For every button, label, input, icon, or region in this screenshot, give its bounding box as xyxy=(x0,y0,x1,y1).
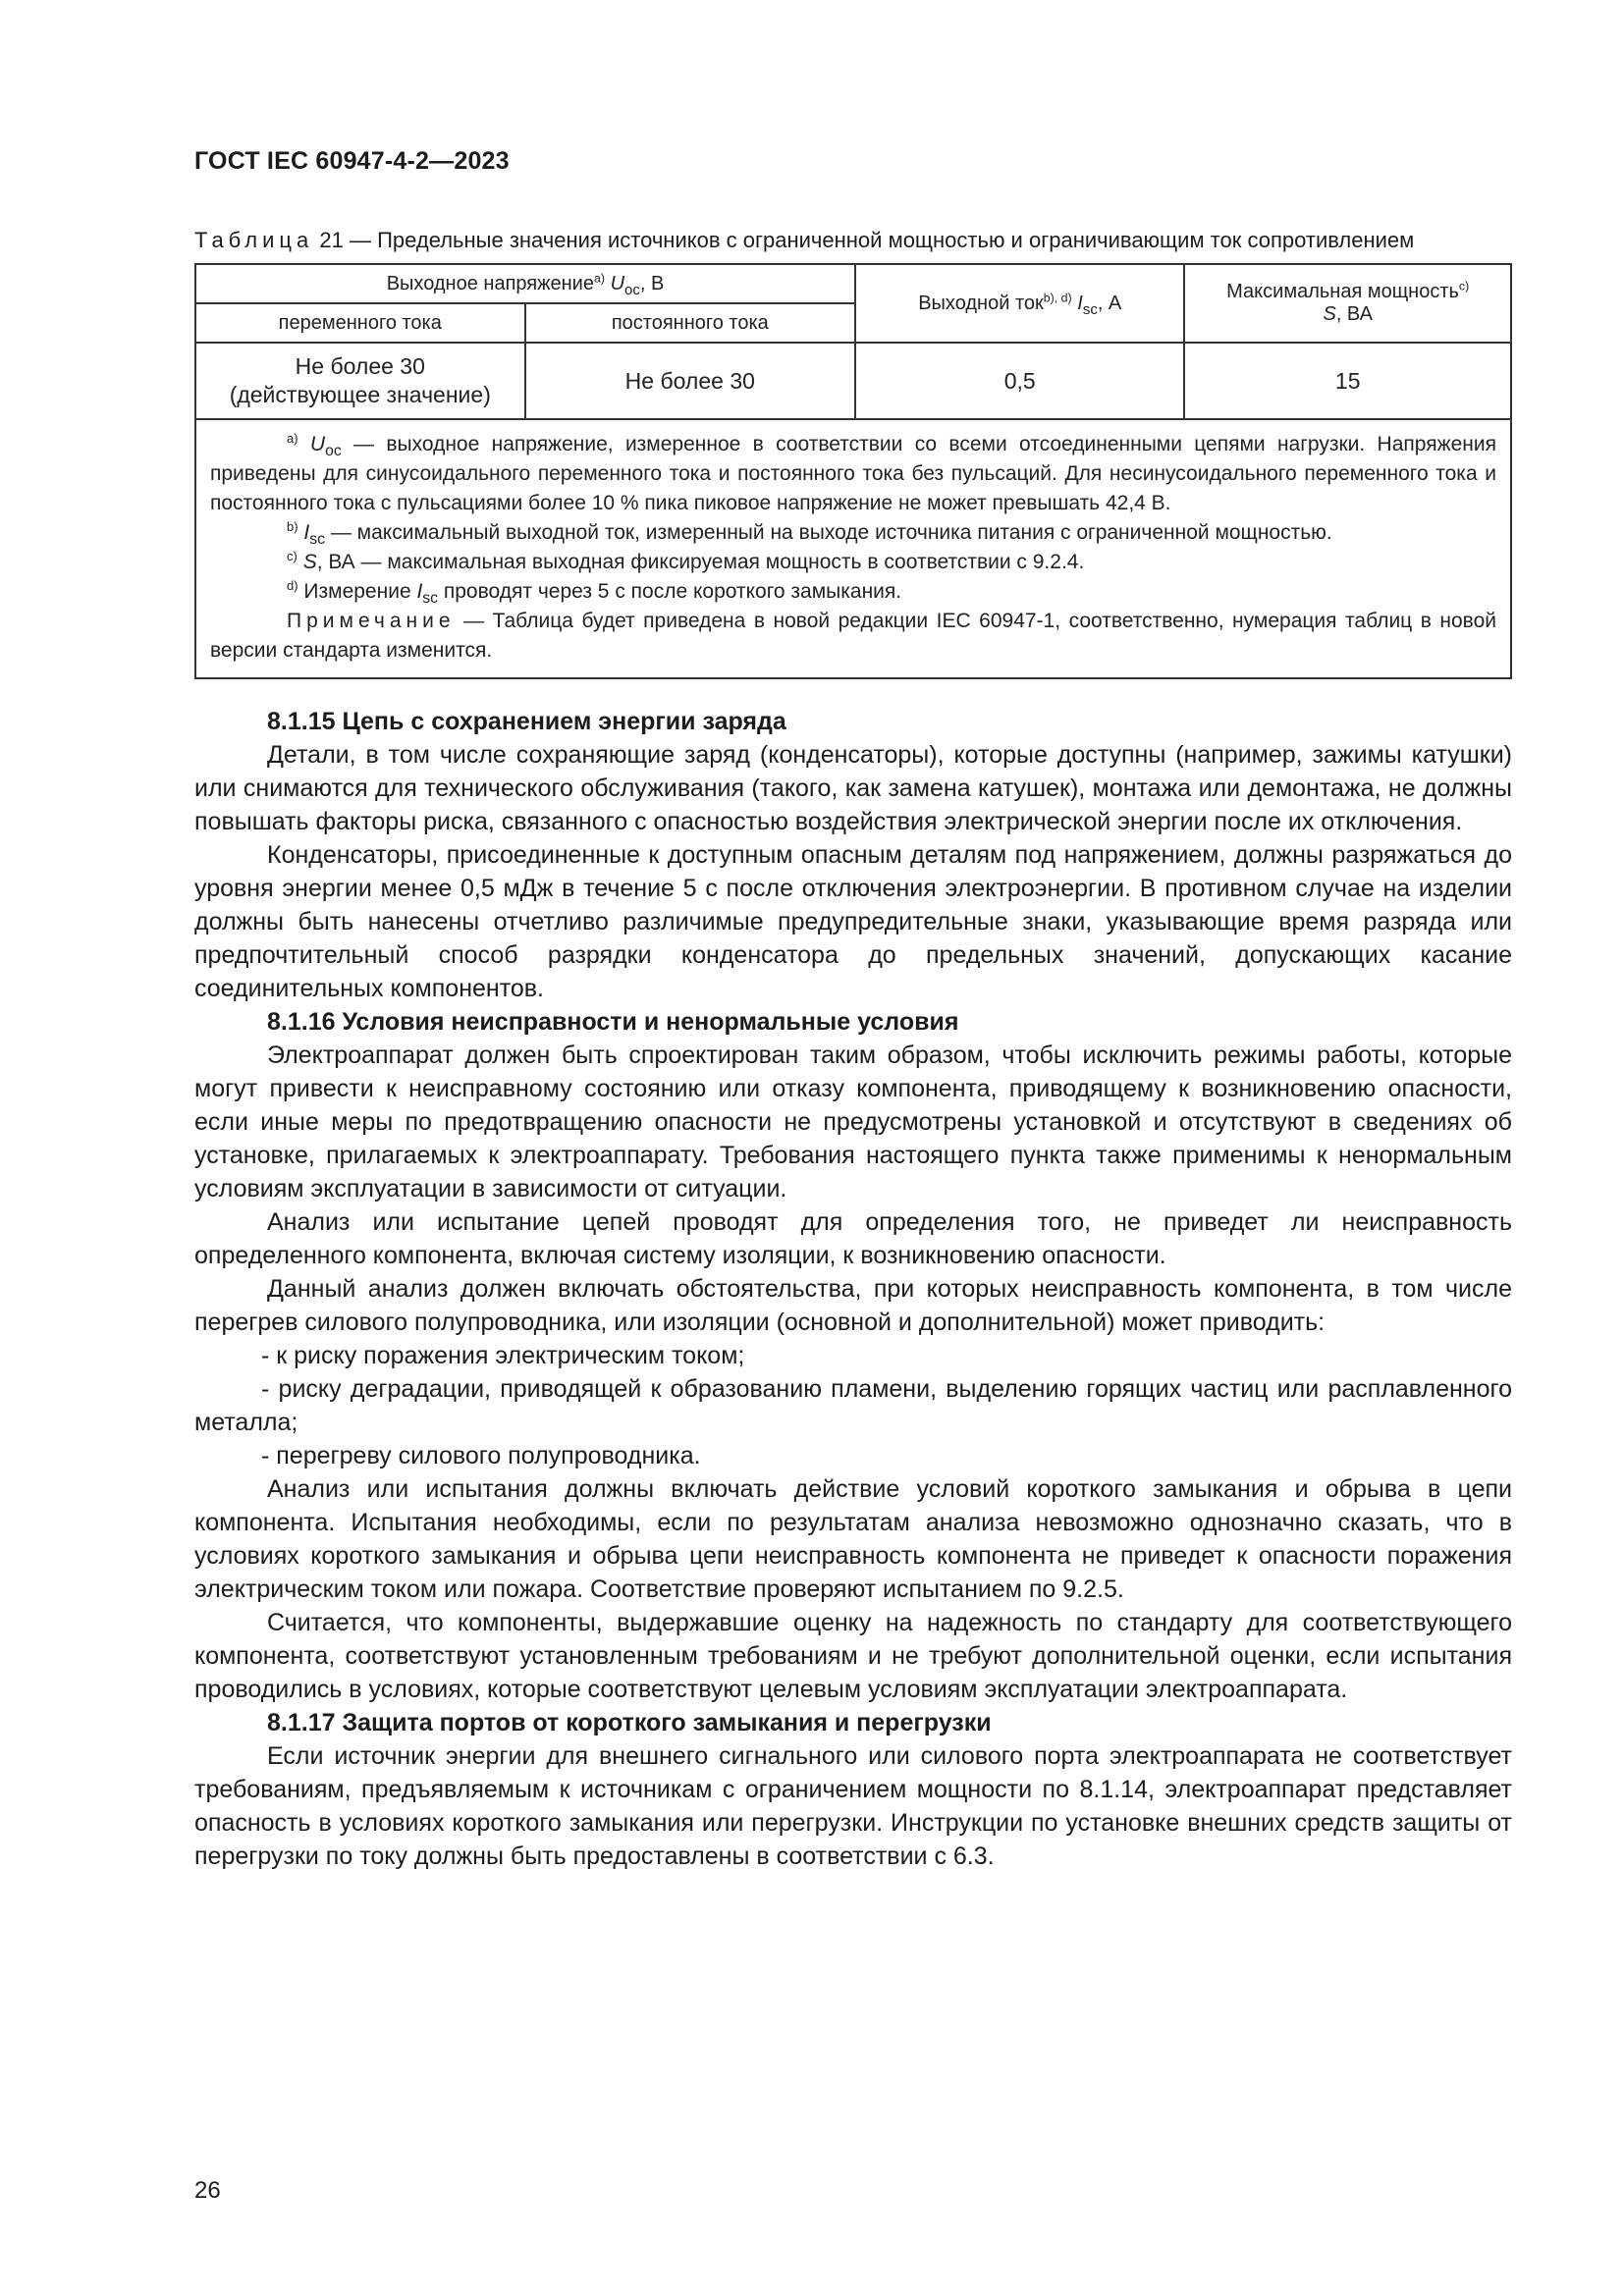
section-heading-8-1-15: 8.1.15 Цепь с сохранением энергии заряда xyxy=(267,708,786,735)
footnote-b: $^{b)}$ $I_{sc}$ — максимальный выходной ток, измеренный на выходе источника питания с ограниченной мощностью. xyxy=(287,519,1332,549)
limits-table xyxy=(194,263,1512,679)
table-row xyxy=(195,343,1511,419)
list-item: - риску деградации, приводящей к образованию пламени, выделению горящих частиц или расплавленного металла; xyxy=(194,1375,1512,1436)
list-item: - к риску поражения электрическим током; xyxy=(261,1342,745,1369)
list-item: - перегреву силового полупроводника. xyxy=(261,1442,701,1469)
footnote-d: $^{d)}$ Измерение $I_{sc}$ проводят через 5 с после короткого замыкания. xyxy=(287,578,902,608)
cell-dc-value: Не более 30 xyxy=(525,343,855,419)
table-caption-text: 21 — Предельные значения источников с ограниченной мощностью и ограничивающим ток сопротивлением xyxy=(313,228,1415,252)
page-number: 26 xyxy=(194,2177,221,2204)
header-output-voltage: Выходное напряжение$^{а)}$ $U_{ос}$, В xyxy=(195,264,855,303)
section-heading-8-1-16: 8.1.16 Условия неисправности и ненормальные условия xyxy=(267,1008,959,1036)
table-caption xyxy=(194,227,1512,253)
header-output-current: Выходной ток$^{b), d)}$ $I_{sc}$, А xyxy=(855,264,1184,343)
paragraph: Детали, в том числе сохраняющие заряд (конденсаторы), которые доступны (например, зажимы катушки) или снимаются для технического обслуживания (такого, как замена катушек), монтажа или демонтажа, не должны повышать факторы риска, связанного с опасностью воздействия электрической энергии после их отключения. xyxy=(194,741,1512,835)
document-header: ГОСТ IEC 60947-4-2—2023 xyxy=(194,147,510,175)
header-dc: постоянного тока xyxy=(525,303,855,343)
header-ac: переменного тока xyxy=(195,303,525,343)
paragraph: Анализ или испытание цепей проводят для определения того, не приведет ли неисправность определенного компонента, включая систему изоляции, к возникновению опасности. xyxy=(194,1208,1512,1269)
cell-ac-value: Не более 30 (действующее значение) xyxy=(195,343,525,419)
paragraph: Считается, что компоненты, выдержавшие оценку на надежность по стандарту для соответствующего компонента, соответствуют установленным требованиям и не требуют дополнительной оценки, если испытания проводились в условиях, которые соответствуют целевым условиям эксплуатации электроаппарата. xyxy=(194,1609,1512,1703)
cell-current-value: 0,5 xyxy=(855,343,1184,419)
paragraph: Электроаппарат должен быть спроектирован таким образом, чтобы исключить режимы работы, которые могут привести к неисправному состоянию или отказу компонента, приводящему к возникновению опасности, если иные меры по предотвращению опасности не предусмотрены установкой и отсутствуют в сведениях об установке, прилагаемых к электроаппарату. Требования настоящего пункта также применимы к ненормальным условиям эксплуатации в зависимости от ситуации. xyxy=(194,1041,1512,1202)
table-remark: Примечание — Таблица будет приведена в новой редакции IEC 60947-1, соответственно, нумерация таблиц в новой версии стандарта изменится. xyxy=(210,610,1496,662)
section-heading-8-1-17: 8.1.17 Защита портов от короткого замыкания и перегрузки xyxy=(267,1709,992,1736)
footnote-a: $^{а)}$ $U_{ос}$ — выходное напряжение, измеренное в соответствии со всеми отсоединенными цепями нагрузки. Напряжения приведены для синусоидального переменного тока и постоянного тока без пульсаций. Для несинусоидального переменного тока и постоянного тока с пульсациями более 10 % пика пиковое напряжение не может превышать 42,4 В. xyxy=(210,431,1496,514)
paragraph: Данный анализ должен включать обстоятельства, при которых неисправность компонента, в том числе перегрев силового полупроводника, или изоляции (основной и дополнительной) может приводить: xyxy=(194,1275,1512,1336)
paragraph: Анализ или испытания должны включать действие условий короткого замыкания и обрыва в цепи компонента. Испытания необходимы, если по результатам анализа невозможно однозначно сказать, что в условиях короткого замыкания и обрыва цепи неисправность компонента не приведет к опасности поражения электрическим током или пожара. Соответствие проверяют испытанием по 9.2.5. xyxy=(194,1475,1512,1603)
header-max-power: Максимальная мощность$^{c)}$ S, ВА xyxy=(1184,264,1511,343)
table-caption-word: Таблица xyxy=(194,228,314,252)
cell-power-value: 15 xyxy=(1184,343,1511,419)
paragraph: Конденсаторы, присоединенные к доступным опасным деталям под напряжением, должны разряжаться до уровня энергии менее 0,5 мДж в течение 5 с после отключения электроэнергии. В противном случае на изделии должны быть нанесены отчетливо различимые предупредительные знаки, указывающие время разряда или предпочтительный способ разрядки конденсатора до предельных значений, допускающих касание соединительных компонентов. xyxy=(194,841,1512,1002)
body-text xyxy=(194,705,1512,1873)
document-page xyxy=(194,147,1512,1873)
footnote-c: $^{c)}$ S, ВА — максимальная выходная фиксируемая мощность в соответствии с 9.2.4. xyxy=(287,549,1085,573)
table-footnotes xyxy=(195,419,1511,678)
paragraph: Если источник энергии для внешнего сигнального или силового порта электроаппарата не соответствует требованиям, предъявляемым к источникам с ограничением мощности по 8.1.14, электроаппарат представляет опасность в условиях короткого замыкания или перегрузки. Инструкции по установке внешних средств защиты от перегрузки по току должны быть предоставлены в соответствии с 6.3. xyxy=(194,1742,1512,1870)
